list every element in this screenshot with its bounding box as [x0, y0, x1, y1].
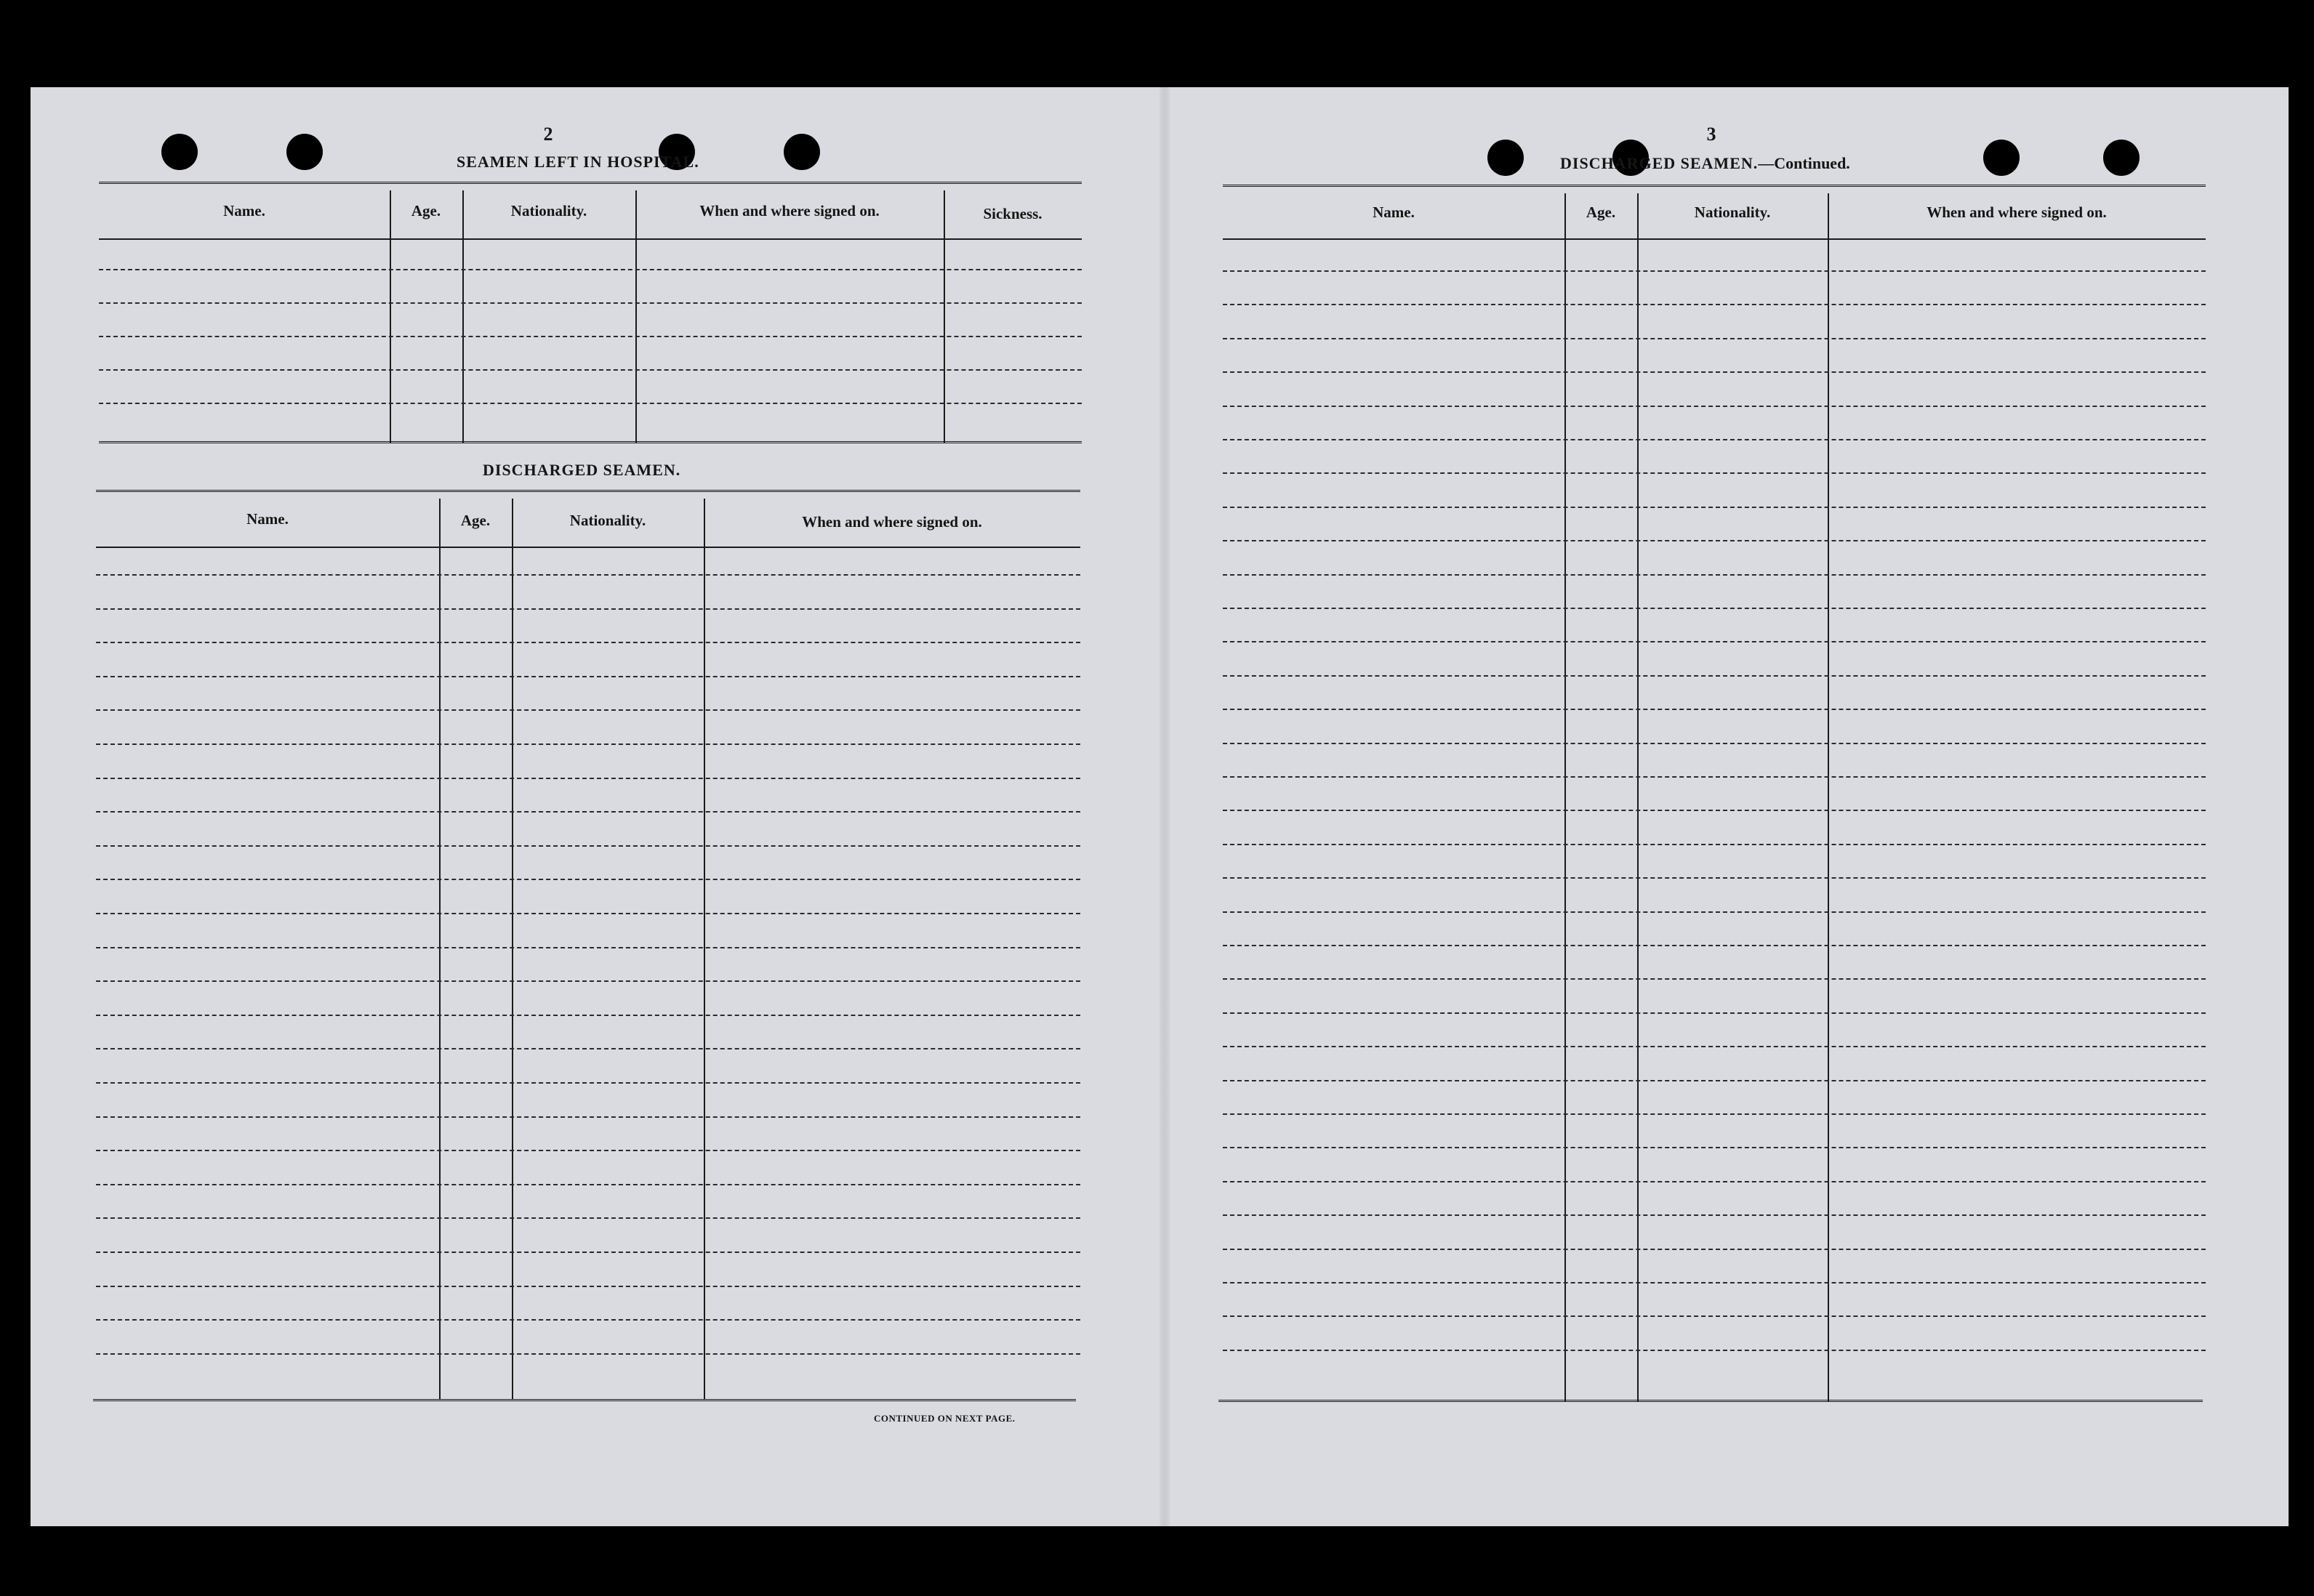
ruled-line [1223, 776, 2206, 778]
ruled-line [1223, 978, 2206, 980]
ruled-line [1223, 1181, 2206, 1182]
right-divider [1637, 193, 1639, 1401]
ruled-line [1223, 270, 2206, 272]
hospital-col-nationality: Nationality. [510, 202, 587, 219]
ruled-line [96, 811, 1080, 813]
ruled-line [1223, 743, 2206, 744]
ruled-line [96, 574, 1080, 576]
punch-hole [784, 134, 820, 170]
hospital-divider [462, 190, 464, 443]
ruled-line [1223, 304, 2206, 305]
ruled-line [96, 1015, 1080, 1016]
ruled-line [1223, 1046, 2206, 1047]
punch-hole [286, 134, 323, 170]
right-top-rule [1223, 185, 2206, 190]
ruled-line [99, 302, 1082, 304]
ruled-line [1223, 1147, 2206, 1148]
ruled-line [96, 743, 1080, 745]
ruled-line [96, 709, 1080, 711]
ruled-line [1223, 844, 2206, 845]
discharged-col-nationality: Nationality. [569, 512, 646, 529]
hospital-col-signed-on: When and where signed on. [699, 202, 880, 219]
punch-hole [161, 134, 198, 170]
ruled-line [96, 1116, 1080, 1118]
ruled-line [1223, 1214, 2206, 1216]
ruled-line [96, 1184, 1080, 1185]
right-col-age: Age. [1586, 203, 1616, 221]
ruled-line [96, 1319, 1080, 1321]
discharged-col-signed-on: When and where signed on. [802, 513, 982, 531]
ruled-line [99, 369, 1082, 371]
ruled-line [1223, 1282, 2206, 1283]
discharged-col-age: Age. [460, 512, 491, 529]
right-divider [1564, 193, 1566, 1401]
discharged-col-name: Name. [246, 510, 289, 528]
right-header-rule [1223, 238, 2206, 240]
ruled-line [96, 1082, 1080, 1084]
ruled-line [1223, 1012, 2206, 1014]
ruled-line [1223, 608, 2206, 609]
continued-title-suffix: —Continued. [1758, 154, 1850, 172]
ruled-line [96, 1217, 1080, 1219]
ruled-line [96, 676, 1080, 677]
hospital-col-sickness: Sickness. [983, 205, 1042, 222]
hospital-col-age: Age. [411, 202, 441, 219]
ruled-line [96, 947, 1080, 948]
ruled-line [1223, 1080, 2206, 1081]
ruled-line [96, 778, 1080, 779]
ruled-line [1223, 911, 2206, 913]
ruled-line [1223, 406, 2206, 407]
page-number-left: 2 [543, 124, 553, 145]
ruled-line [96, 642, 1080, 643]
ruled-line [96, 845, 1080, 847]
page-fold [1160, 87, 1170, 1526]
right-col-name: Name. [1373, 203, 1415, 221]
ruled-line [99, 269, 1082, 270]
right-bottom-rule [1218, 1400, 2203, 1405]
hospital-divider [944, 190, 945, 443]
ruled-line [1223, 338, 2206, 339]
ruled-line [99, 403, 1082, 404]
ruled-line [1223, 472, 2206, 474]
hospital-divider [390, 190, 391, 443]
ruled-line [96, 1048, 1080, 1049]
ruled-line [1223, 439, 2206, 440]
ruled-line [1223, 675, 2206, 677]
ruled-line [96, 1353, 1080, 1355]
ruled-line [96, 1286, 1080, 1287]
hospital-section-title: SEAMEN LEFT IN HOSPITAL. [457, 153, 699, 171]
right-divider [1828, 193, 1829, 1401]
right-col-nationality: Nationality. [1694, 203, 1771, 221]
ruled-line [96, 913, 1080, 914]
ruled-line [96, 1252, 1080, 1253]
punch-hole [2103, 140, 2140, 176]
ruled-line [96, 1150, 1080, 1151]
continued-note: CONTINUED ON NEXT PAGE. [874, 1413, 1016, 1424]
hospital-divider [635, 190, 637, 443]
discharged-header-rule [96, 547, 1080, 548]
right-col-signed-on: When and where signed on. [1927, 203, 2107, 221]
ruled-line [1223, 1249, 2206, 1250]
ruled-line [1223, 1113, 2206, 1115]
continued-section-title [1560, 154, 1850, 173]
ruled-line [1223, 371, 2206, 373]
ruled-line [1223, 709, 2206, 710]
ruled-line [96, 608, 1080, 610]
ruled-line [96, 879, 1080, 880]
hospital-top-rule [99, 182, 1082, 187]
discharged-divider [704, 499, 705, 1400]
ruled-line [1223, 810, 2206, 811]
ruled-line [99, 336, 1082, 337]
discharged-top-rule [96, 490, 1080, 495]
ruled-line [1223, 540, 2206, 541]
ruled-line [1223, 507, 2206, 508]
page-number-right: 3 [1706, 124, 1716, 145]
continued-title-main: DISCHARGED SEAMEN. [1560, 154, 1759, 172]
discharged-section-title: DISCHARGED SEAMEN. [483, 461, 681, 479]
punch-hole [1983, 140, 2020, 176]
ruled-line [1223, 574, 2206, 576]
ruled-line [1223, 945, 2206, 946]
discharged-bottom-rule [93, 1399, 1076, 1404]
discharged-divider [439, 499, 441, 1400]
ruled-line [1223, 641, 2206, 642]
discharged-divider [512, 499, 513, 1400]
ruled-line [1223, 877, 2206, 879]
ruled-line [1223, 1315, 2206, 1317]
ruled-line [96, 980, 1080, 982]
hospital-header-rule [99, 238, 1082, 240]
hospital-bottom-rule [99, 441, 1082, 446]
ruled-line [1223, 1350, 2206, 1351]
punch-hole [1487, 140, 1524, 176]
hospital-col-name: Name. [223, 202, 265, 219]
